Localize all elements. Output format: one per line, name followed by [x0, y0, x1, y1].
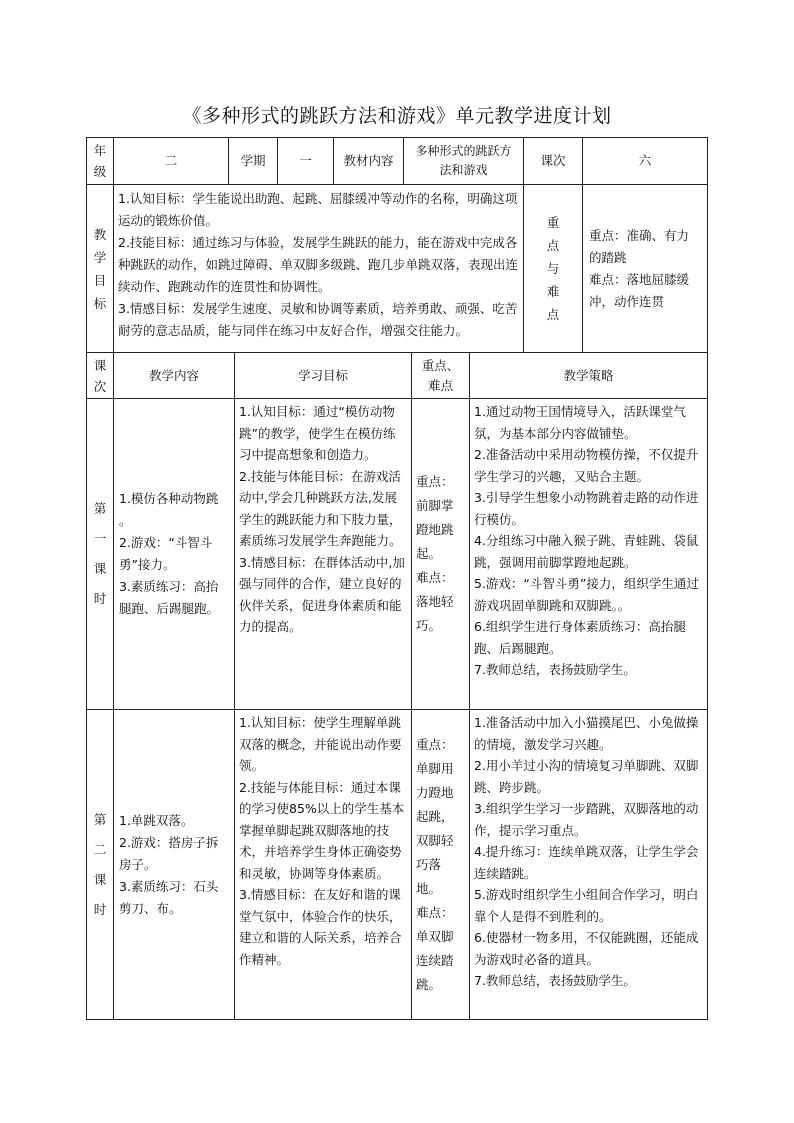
goals-content	[114, 185, 524, 353]
col-strategy: 教学策略	[470, 353, 708, 399]
material-value: 多种形式的跳跃方法和游戏	[404, 138, 524, 185]
keypoints-label: 重点与难点	[524, 185, 583, 353]
lesson-label: 第一课时	[87, 399, 114, 710]
lessons-table	[86, 352, 708, 1020]
goal-item: 3.情感目标：发展学生速度、灵敏和协调等素质，培养勇敢、顽强、吃苦耐劳的意志品质，能与同伴在练习中友好合作，增强交往能力。	[118, 301, 518, 338]
keypoint-item: 重点：准确、有力的踏跳	[589, 227, 690, 265]
col-content: 教学内容	[114, 353, 235, 399]
lesson-strategy: 1.准备活动中加入小猫摸尾巴、小兔做操的情境，激发学习兴趣。 2.用小羊过小沟的情境复习单脚跳、双脚跳、跨步跳。 3.组织学生学习一步踏跳，双脚落地的动作，提示学习重点。 4.提升练习：连续单跳双落，让学生学会连续踏跳。 5.游戏时组织学生小组间合作学习，明白靠个人是得不到胜利的。 6.使器材一物多用，不仅能跳圈，还能成为游戏时必备的道具。 7.教师总结，表扬鼓励学生。	[470, 710, 708, 1020]
lesson-keypoints: 重点：单脚用力蹬地起跳，双脚轻巧落地。 难点：单双脚连续踏跳。	[412, 710, 470, 1020]
lesson-strategy: 1.通过动物王国情境导入，活跃课堂气氛，为基本部分内容做铺垫。 2.准备活动中采用动物模仿操，不仅提升学生学习的兴趣，又贴合主题。 3.引导学生想象小动物跳着走路的动作进行模仿。 4.分组练习中融入猴子跳、青蛙跳、袋鼠跳，强调用前脚掌蹬地起跳。 5.游戏：“斗智斗勇”接力，组织学生通过游戏巩固单脚跳和双脚跳。。 6.组织学生进行身体素质练习：高抬腿跑、后踢腿跑。 7.教师总结，表扬鼓励学生。	[470, 399, 708, 710]
lesson-row	[87, 710, 708, 1020]
grade-label: 年级	[87, 138, 114, 185]
col-objectives: 学习目标	[235, 353, 412, 399]
goal-item: 2.技能目标：通过练习与体验，发展学生跳跃的能力，能在游戏中完成各种跳跃的动作，如跳过障碍、单双脚多级跳、跑几步单跳双落，表现出连续动作、跑跳动作的连贯性和协调性。	[118, 235, 519, 294]
lessons-value: 六	[583, 138, 708, 185]
lesson-objectives: 1.认知目标：使学生理解单跳双落的概念，并能说出动作要领。 2.技能与体能目标：通过本课的学习使85%以上的学生基本掌握单脚起跳双脚落地的技术，并培养学生身体正确姿势和灵敏，协调等身体素质。 3.情感目标：在友好和谐的课堂气氛中，体验合作的快乐，建立和谐的人际关系，培养合作精神。	[235, 710, 412, 1020]
overview-table	[86, 137, 708, 353]
term-value: 一	[278, 138, 334, 185]
lesson-objectives: 1.认知目标：通过“模仿动物跳”的教学，使学生在模仿练习中提高想象和创造力。 2.技能与体能目标：在游戏活动中,学会几种跳跃方法,发展学生的跳跃能力和下肢力量，素质练习发展学生奔跑能力。 3.情感目标：在群体活动中,加强与同伴的合作，建立良好的伙伴关系，促进身体素质和能力的提高。	[235, 399, 412, 710]
col-lesson: 课次	[87, 353, 114, 399]
term-label: 学期	[229, 138, 278, 185]
lesson-keypoints: 重点：前脚掌蹬地跳起。 难点：落地轻巧。	[412, 399, 470, 710]
material-label: 教材内容	[334, 138, 404, 185]
lesson-label: 第二课时	[87, 710, 114, 1020]
lesson-row	[87, 399, 708, 710]
lesson-content: 1.单跳双落。 2.游戏：搭房子拆房子。 3.素质练习：石头剪刀、布。	[114, 710, 235, 1020]
goal-item: 1.认知目标：学生能说出助跑、起跳、屈膝缓冲等动作的名称，明确这项运动的锻炼价值。	[118, 191, 518, 228]
page-title: 《多种形式的跳跃方法和游戏》单元教学进度计划	[182, 105, 612, 127]
goals-label: 教学目标	[87, 185, 114, 353]
lesson-content: 1.模仿各种动物跳 。 2.游戏：“斗智斗勇”接力。 3.素质练习：高抬腿跑、后踢腿跑。	[114, 399, 235, 710]
lessons-label: 课次	[524, 138, 583, 185]
grade-value: 二	[114, 138, 229, 185]
keypoint-item: 难点：落地屈膝缓冲，动作连贯	[589, 271, 690, 309]
col-keypoints: 重点、难点	[412, 353, 470, 399]
keypoints-content	[583, 185, 708, 353]
